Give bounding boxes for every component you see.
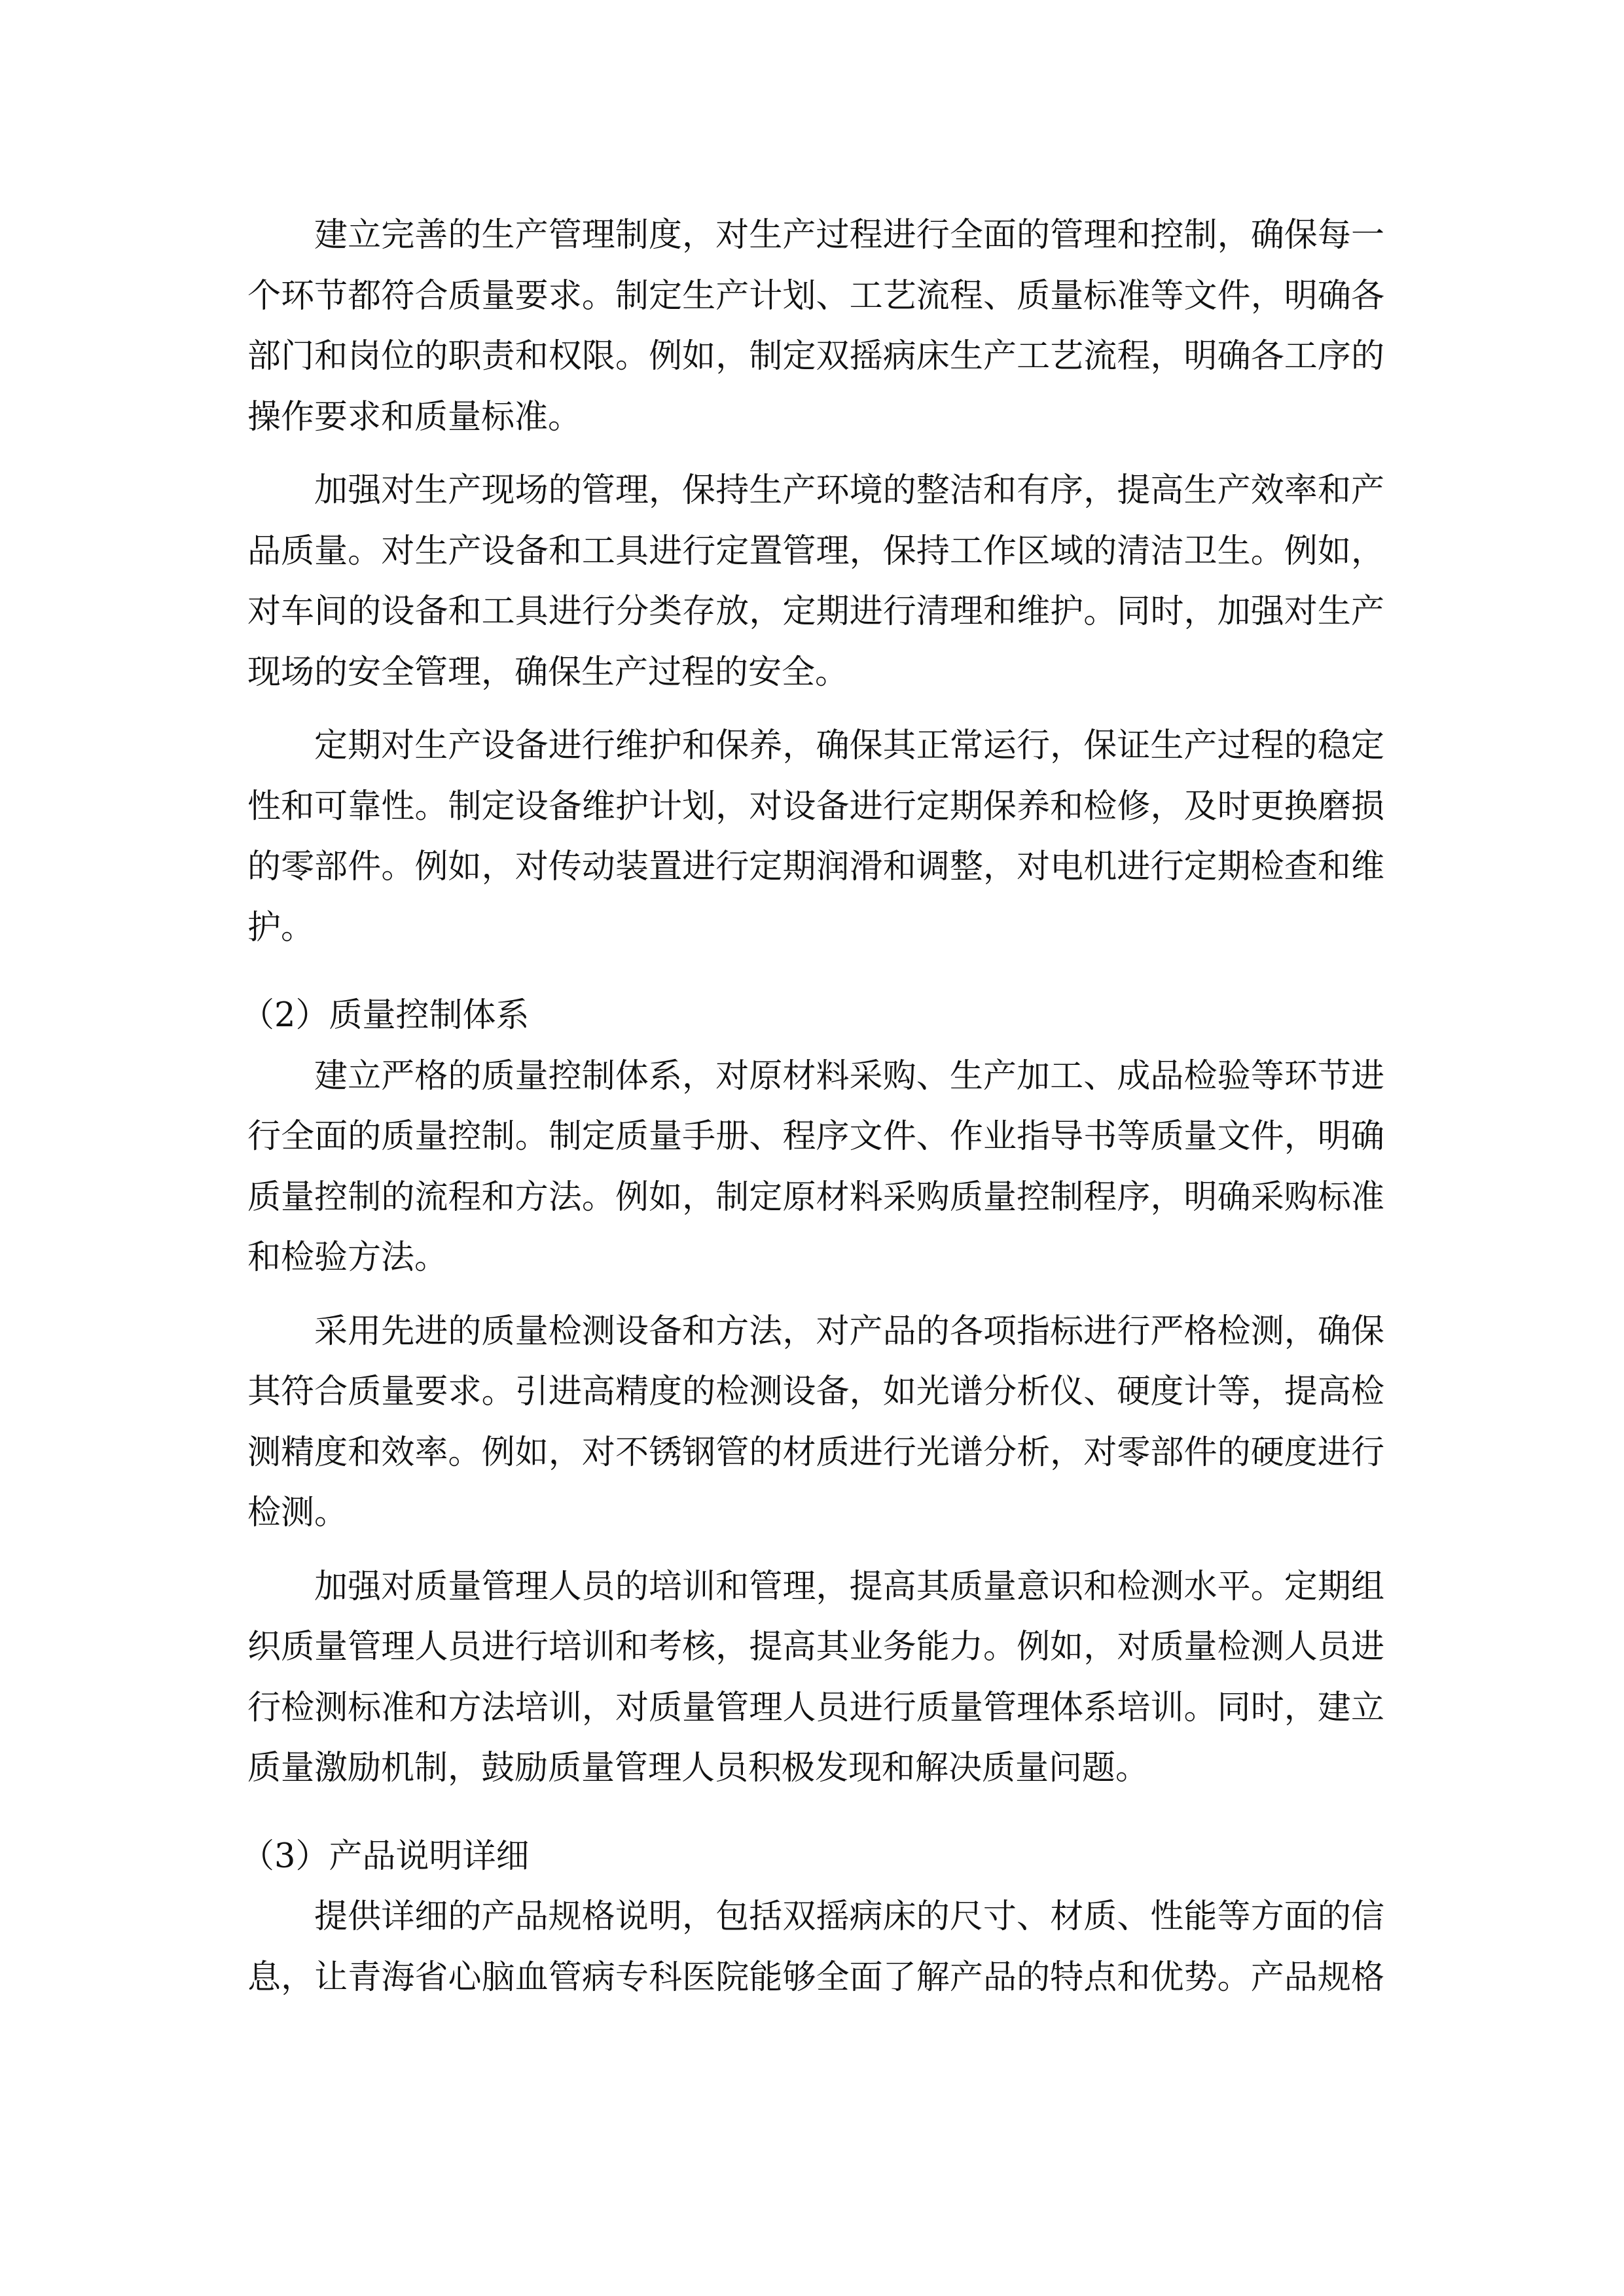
paragraph bbox=[247, 1557, 1384, 1799]
paragraph-line: 的零部件。例如，对传动装置进行定期润滑和调整，对电机进行定期检查和维 bbox=[247, 848, 1384, 886]
paragraph-line: 定期对生产设备进行维护和保养，确保其正常运行，保证生产过程的稳定 bbox=[314, 726, 1384, 765]
paragraph bbox=[247, 1047, 1384, 1289]
paragraph-line: 建立完善的生产管理制度，对生产过程进行全面的管理和控制，确保每一 bbox=[314, 216, 1384, 255]
paragraph-line: 息，让青海省心脑血管病专科医院能够全面了解产品的特点和优势。产品规格 bbox=[247, 1958, 1384, 1997]
paragraph-line: 质量激励机制，鼓励质量管理人员积极发现和解决质量问题。 bbox=[247, 1749, 1149, 1787]
paragraph-line: 采用先进的质量检测设备和方法，对产品的各项指标进行严格检测，确保 bbox=[314, 1312, 1384, 1351]
paragraph bbox=[247, 206, 1384, 448]
document-page bbox=[241, 206, 1384, 2008]
paragraph-line: 检测。 bbox=[247, 1494, 348, 1532]
paragraph-line: 测精度和效率。例如，对不锈钢管的材质进行光谱分析，对零部件的硬度进行 bbox=[247, 1433, 1384, 1472]
paragraph-line: 品质量。对生产设备和工具进行定置管理，保持工作区域的清洁卫生。例如， bbox=[247, 531, 1384, 571]
section-heading: （3）产品说明详细 bbox=[241, 1837, 530, 1876]
paragraph-line: 提供详细的产品规格说明，包括双摇病床的尺寸、材质、性能等方面的信 bbox=[314, 1897, 1384, 1936]
paragraph bbox=[247, 1887, 1384, 2008]
paragraph-line: 现场的安全管理，确保生产过程的安全。 bbox=[247, 653, 849, 692]
paragraph-line: 加强对生产现场的管理，保持生产环境的整洁和有序，提高生产效率和产 bbox=[314, 471, 1384, 510]
paragraph-line: 加强对质量管理人员的培训和管理，提高其质量意识和检测水平。定期组 bbox=[314, 1567, 1384, 1606]
paragraph-line: 其符合质量要求。引进高精度的检测设备，如光谱分析仪、硬度计等，提高检 bbox=[247, 1372, 1384, 1411]
paragraph-line: 对车间的设备和工具进行分类存放，定期进行清理和维护。同时，加强对生产 bbox=[247, 592, 1384, 631]
paragraph-line: 建立严格的质量控制体系，对原材料采购、生产加工、成品检验等环节进 bbox=[314, 1056, 1384, 1096]
paragraph-line: 操作要求和质量标准。 bbox=[247, 397, 582, 437]
paragraph bbox=[247, 461, 1384, 703]
paragraph-line: 性和可靠性。制定设备维护计划，对设备进行定期保养和检修，及时更换磨损 bbox=[247, 787, 1384, 826]
section-heading: （2）质量控制体系 bbox=[241, 996, 530, 1035]
paragraph-line: 部门和岗位的职责和权限。例如，制定双摇病床生产工艺流程，明确各工序的 bbox=[247, 337, 1384, 376]
paragraph-line: 质量控制的流程和方法。例如，制定原材料采购质量控制程序，明确采购标准 bbox=[247, 1177, 1384, 1217]
paragraph-line: 织质量管理人员进行培训和考核，提高其业务能力。例如，对质量检测人员进 bbox=[247, 1628, 1384, 1666]
paragraph bbox=[247, 1302, 1384, 1544]
paragraph-line: 行全面的质量控制。制定质量手册、程序文件、作业指导书等质量文件，明确 bbox=[247, 1117, 1384, 1156]
paragraph-line: 护。 bbox=[247, 908, 315, 947]
paragraph-line: 个环节都符合质量要求。制定生产计划、工艺流程、质量标准等文件，明确各 bbox=[247, 276, 1384, 315]
paragraph bbox=[247, 716, 1384, 958]
paragraph-line: 行检测标准和方法培训，对质量管理人员进行质量管理体系培训。同时，建立 bbox=[247, 1688, 1384, 1727]
paragraph-line: 和检验方法。 bbox=[247, 1238, 448, 1277]
